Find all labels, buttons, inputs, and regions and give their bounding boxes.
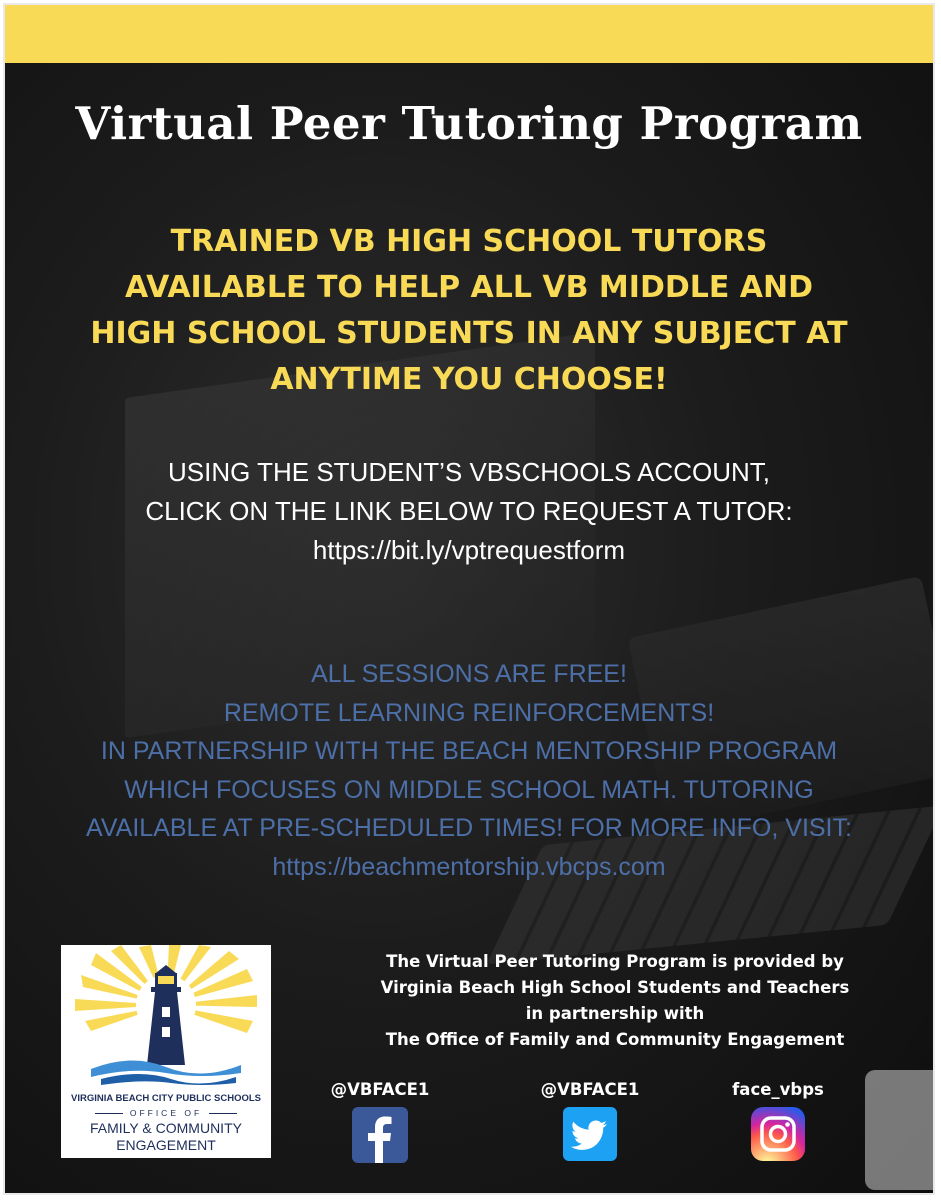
session-info [25,655,913,886]
logo-office-of: OFFICE OF [129,1108,203,1118]
facebook-link[interactable] [310,1077,450,1163]
twitter-link[interactable] [520,1077,660,1161]
lighthouse-icon [61,945,271,1095]
request-form-link[interactable]: https://bit.ly/vptrequestform [312,535,626,565]
credit-line: The Virtual Peer Tutoring Program is provided by [386,952,844,971]
info-line: WHICH FOCUSES ON MIDDLE SCHOOL MATH. TUTORING [124,775,814,804]
logo-office-name: ENGAGEMENT [116,1137,216,1153]
flyer [5,5,933,1193]
background-phone-image [865,1070,933,1190]
info-line: REMOTE LEARNING REINFORCEMENTS! [223,698,715,727]
headline-line: ANYTIME YOU CHOOSE! [270,362,668,397]
credit-line: The Office of Family and Community Engagement [385,1030,845,1049]
instagram-link[interactable] [708,1077,848,1161]
headline [65,219,873,403]
fce-logo [61,945,271,1158]
instructions-line: USING THE STUDENT’S VBSCHOOLS ACCOUNT, [168,457,770,487]
program-credit [305,949,925,1053]
twitter-handle: @VBFACE1 [540,1080,640,1099]
mentorship-link[interactable]: https://beachmentorship.vbcps.com [272,852,666,881]
instagram-handle: face_vbps [732,1080,824,1099]
headline-line: AVAILABLE TO HELP ALL VB MIDDLE AND [124,270,814,305]
logo-district-name: VIRGINIA BEACH CITY PUBLIC SCHOOLS [70,1093,261,1104]
facebook-icon[interactable] [352,1107,408,1163]
instagram-icon[interactable] [751,1107,805,1161]
twitter-icon[interactable] [563,1107,617,1161]
headline-line: TRAINED VB HIGH SCHOOL TUTORS [170,224,768,259]
logo-office-name: FAMILY & COMMUNITY [90,1120,242,1136]
request-instructions [45,453,893,570]
info-line: IN PARTNERSHIP WITH THE BEACH MENTORSHIP PROGRAM [100,737,838,765]
credit-line: Virginia Beach High School Students and Teachers [380,978,850,997]
instructions-line: CLICK ON THE LINK BELOW TO REQUEST A TUTOR: [145,496,793,526]
page-title: Virtual Peer Tutoring Program [75,97,863,150]
credit-line: in partnership with [525,1004,705,1023]
info-line: ALL SESSIONS ARE FREE! [311,660,627,688]
headline-line: HIGH SCHOOL STUDENTS IN ANY SUBJECT AT [90,316,848,351]
top-accent-bar [5,5,933,63]
info-line: AVAILABLE AT PRE-SCHEDULED TIMES! FOR MORE INFO, VISIT: [86,814,852,842]
facebook-handle: @VBFACE1 [330,1080,430,1099]
